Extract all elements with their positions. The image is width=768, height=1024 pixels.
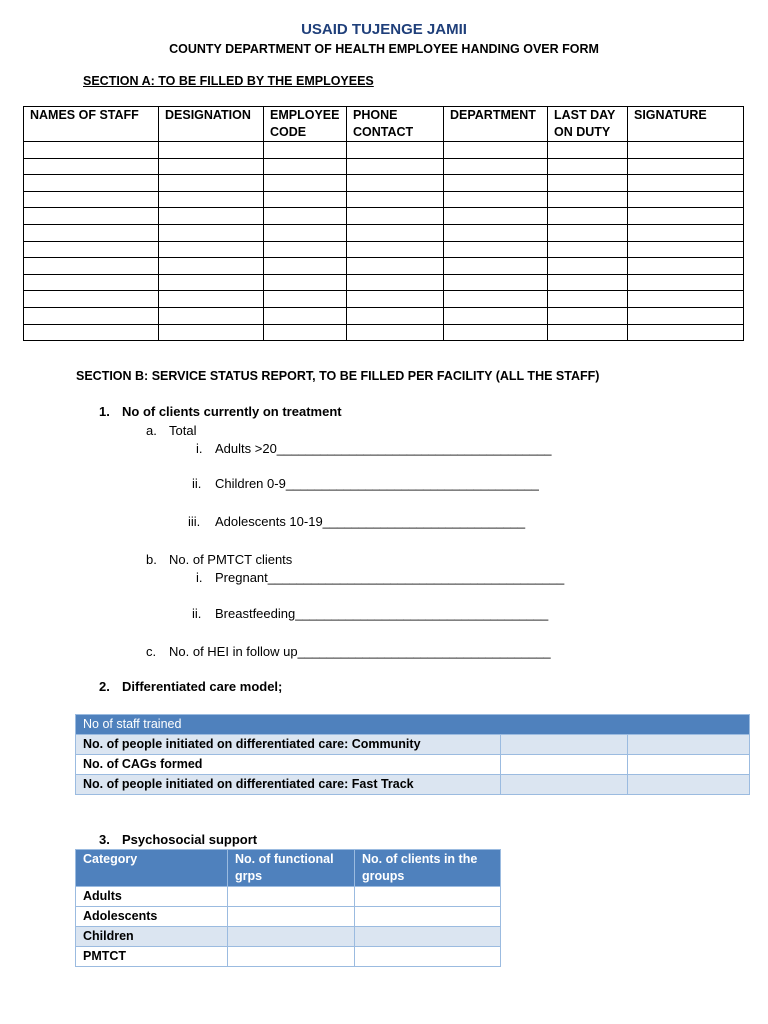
staff-entry-cell[interactable] <box>24 175 159 192</box>
staff-entry-cell[interactable] <box>628 307 744 324</box>
staff-entry-cell[interactable] <box>444 158 548 175</box>
q1-number: 1. <box>99 404 110 419</box>
table-row <box>24 224 744 241</box>
staff-entry-cell[interactable] <box>264 208 347 225</box>
section-a-heading: SECTION A: TO BE FILLED BY THE EMPLOYEES <box>83 74 374 88</box>
q1aiii-marker: iii. <box>188 514 201 529</box>
staff-entry-cell[interactable] <box>347 307 444 324</box>
table-row <box>24 324 744 341</box>
staff-entry-cell[interactable] <box>628 258 744 275</box>
staff-entry-cell[interactable] <box>444 175 548 192</box>
table-row <box>24 158 744 175</box>
staff-entry-cell[interactable] <box>264 224 347 241</box>
org-title: USAID TUJENGE JAMII <box>301 21 467 38</box>
staff-entry-cell[interactable] <box>444 241 548 258</box>
dc-row-fasttrack-label: No. of people initiated on differentiated care: Fast Track <box>76 775 501 795</box>
staff-entry-cell[interactable] <box>548 142 628 159</box>
staff-entry-cell[interactable] <box>24 142 159 159</box>
ps-col-functional-grps: No. of functional grps <box>228 850 355 887</box>
staff-table-header <box>24 107 744 142</box>
staff-entry-cell[interactable] <box>548 175 628 192</box>
q1c-marker: c. <box>146 644 157 659</box>
table-row <box>76 907 501 927</box>
q1-text: No of clients currently on treatment <box>122 404 342 419</box>
ps-row-adolescents-cell-1[interactable] <box>228 907 355 927</box>
staff-entry-cell[interactable] <box>444 274 548 291</box>
staff-entry-cell[interactable] <box>159 324 264 341</box>
col-employee-code: EMPLOYEE CODE <box>264 107 347 142</box>
ps-row-pmtct-label: PMTCT <box>76 947 228 967</box>
table-row <box>24 142 744 159</box>
ps-row-pmtct-cell-2[interactable] <box>355 947 501 967</box>
table-row <box>24 307 744 324</box>
staff-entry-cell[interactable] <box>444 142 548 159</box>
staff-entry-cell[interactable] <box>548 224 628 241</box>
table-row <box>76 887 501 907</box>
ps-row-children-cell-2[interactable] <box>355 927 501 947</box>
staff-entry-cell[interactable] <box>347 241 444 258</box>
ps-row-adults-cell-2[interactable] <box>355 887 501 907</box>
dc-row-community-label: No. of people initiated on differentiated care: Community <box>76 735 501 755</box>
staff-entry-cell[interactable] <box>24 258 159 275</box>
q1bii-marker: ii. <box>192 606 202 621</box>
ps-row-adolescents-label: Adolescents <box>76 907 228 927</box>
staff-entry-cell[interactable] <box>24 158 159 175</box>
staff-entry-cell[interactable] <box>159 142 264 159</box>
ps-row-adults-label: Adults <box>76 887 228 907</box>
staff-entry-cell[interactable] <box>628 175 744 192</box>
table-row <box>24 191 744 208</box>
q1b-marker: b. <box>146 552 157 567</box>
staff-entry-cell[interactable] <box>444 291 548 308</box>
staff-entry-cell[interactable] <box>24 291 159 308</box>
staff-entry-cell[interactable] <box>159 241 264 258</box>
psychosocial-table <box>75 849 501 967</box>
staff-entry-cell[interactable] <box>347 175 444 192</box>
col-names-of-staff: NAMES OF STAFF <box>24 107 159 142</box>
staff-entry-cell[interactable] <box>548 291 628 308</box>
staff-entry-cell[interactable] <box>159 158 264 175</box>
staff-entry-cell[interactable] <box>628 224 744 241</box>
staff-entry-cell[interactable] <box>264 241 347 258</box>
pregnant-field[interactable]: Pregnant_________________________________________ <box>215 570 565 585</box>
staff-entry-cell[interactable] <box>548 158 628 175</box>
ps-row-children-label: Children <box>76 927 228 947</box>
staff-entry-cell[interactable] <box>24 324 159 341</box>
table-row <box>24 208 744 225</box>
q1b-pmtct-label: No. of PMTCT clients <box>169 552 293 567</box>
staff-entry-cell[interactable] <box>628 291 744 308</box>
staff-entry-cell[interactable] <box>628 241 744 258</box>
q1bi-marker: i. <box>196 570 203 585</box>
differentiated-care-table <box>75 714 750 795</box>
col-phone-contact: PHONE CONTACT <box>347 107 444 142</box>
staff-entry-cell[interactable] <box>159 175 264 192</box>
breastfeeding-field[interactable]: Breastfeeding___________________________________ <box>215 606 549 621</box>
dc-row-fasttrack-cell-2[interactable] <box>628 775 750 795</box>
q1a-total-label: Total <box>169 423 197 438</box>
table-row <box>24 175 744 192</box>
staff-entry-cell[interactable] <box>548 258 628 275</box>
staff-entry-cell[interactable] <box>264 175 347 192</box>
ps-row-adults-cell-1[interactable] <box>228 887 355 907</box>
ps-table-header <box>76 850 501 887</box>
table-row <box>24 241 744 258</box>
staff-entry-cell[interactable] <box>628 274 744 291</box>
staff-entry-cell[interactable] <box>347 258 444 275</box>
staff-entry-cell[interactable] <box>628 191 744 208</box>
dc-row-cags-cell-2[interactable] <box>628 755 750 775</box>
children-field[interactable]: Children 0-9___________________________________ <box>215 476 539 491</box>
ps-row-children-cell-1[interactable] <box>228 927 355 947</box>
q1ai-marker: i. <box>196 441 203 456</box>
staff-table <box>23 106 744 341</box>
staff-entry-cell[interactable] <box>347 208 444 225</box>
q1aii-marker: ii. <box>192 476 202 491</box>
staff-entry-cell[interactable] <box>444 224 548 241</box>
staff-entry-cell[interactable] <box>24 241 159 258</box>
adults-field[interactable]: Adults >20______________________________________ <box>215 441 552 456</box>
staff-entry-cell[interactable] <box>264 258 347 275</box>
staff-entry-cell[interactable] <box>628 142 744 159</box>
q3-number: 3. <box>99 832 110 847</box>
ps-row-pmtct-cell-1[interactable] <box>228 947 355 967</box>
staff-entry-cell[interactable] <box>548 307 628 324</box>
q3-text: Psychosocial support <box>122 832 258 847</box>
dc-row-cags-label: No. of CAGs formed <box>76 755 501 775</box>
q2-text: Differentiated care model; <box>122 679 283 694</box>
staff-entry-cell[interactable] <box>444 258 548 275</box>
staff-entry-cell[interactable] <box>347 142 444 159</box>
form-title: COUNTY DEPARTMENT OF HEALTH EMPLOYEE HANDING OVER FORM <box>169 42 599 56</box>
staff-entry-cell[interactable] <box>159 258 264 275</box>
staff-entry-cell[interactable] <box>24 274 159 291</box>
staff-entry-cell[interactable] <box>24 224 159 241</box>
staff-entry-cell[interactable] <box>347 224 444 241</box>
table-row <box>76 947 501 967</box>
q2-number: 2. <box>99 679 110 694</box>
ps-col-category: Category <box>76 850 228 887</box>
dc-row-community-cell-1[interactable] <box>501 735 628 755</box>
dc-row-fasttrack-cell-1[interactable] <box>501 775 628 795</box>
section-b-heading: SECTION B: SERVICE STATUS REPORT, TO BE FILLED PER FACILITY (ALL THE STAFF) <box>76 369 600 383</box>
staff-entry-cell[interactable] <box>548 241 628 258</box>
staff-entry-cell[interactable] <box>347 191 444 208</box>
staff-entry-cell[interactable] <box>264 274 347 291</box>
staff-entry-cell[interactable] <box>347 158 444 175</box>
staff-entry-cell[interactable] <box>548 191 628 208</box>
staff-entry-cell[interactable] <box>347 274 444 291</box>
table-row <box>76 735 750 755</box>
ps-col-clients-in-groups: No. of clients in the groups <box>355 850 501 887</box>
dc-row-cags-cell-1[interactable] <box>501 755 628 775</box>
staff-entry-cell[interactable] <box>444 324 548 341</box>
dc-row-community-cell-2[interactable] <box>628 735 750 755</box>
col-department: DEPARTMENT <box>444 107 548 142</box>
staff-entry-cell[interactable] <box>159 191 264 208</box>
staff-entry-cell[interactable] <box>264 142 347 159</box>
staff-entry-cell[interactable] <box>548 324 628 341</box>
staff-entry-cell[interactable] <box>444 307 548 324</box>
staff-entry-cell[interactable] <box>444 191 548 208</box>
staff-entry-cell[interactable] <box>264 291 347 308</box>
q1a-marker: a. <box>146 423 157 438</box>
staff-entry-cell[interactable] <box>24 307 159 324</box>
staff-entry-cell[interactable] <box>628 324 744 341</box>
table-row <box>76 927 501 947</box>
staff-entry-cell[interactable] <box>264 324 347 341</box>
table-row <box>24 274 744 291</box>
table-row <box>24 291 744 308</box>
ps-row-adolescents-cell-2[interactable] <box>355 907 501 927</box>
col-signature: SIGNATURE <box>628 107 744 142</box>
staff-entry-cell[interactable] <box>628 158 744 175</box>
col-designation: DESIGNATION <box>159 107 264 142</box>
staff-entry-cell[interactable] <box>264 307 347 324</box>
staff-entry-cell[interactable] <box>548 274 628 291</box>
adolescents-field[interactable]: Adolescents 10-19____________________________ <box>215 514 526 529</box>
table-row <box>24 258 744 275</box>
staff-entry-cell[interactable] <box>159 307 264 324</box>
staff-entry-cell[interactable] <box>24 191 159 208</box>
staff-entry-cell[interactable] <box>159 291 264 308</box>
table-row <box>76 755 750 775</box>
staff-entry-cell[interactable] <box>264 158 347 175</box>
table-row <box>76 775 750 795</box>
hei-field[interactable]: No. of HEI in follow up___________________________________ <box>169 644 551 659</box>
staff-entry-cell[interactable] <box>444 208 548 225</box>
staff-entry-cell[interactable] <box>628 208 744 225</box>
staff-entry-cell[interactable] <box>347 324 444 341</box>
dc-table-header: No of staff trained <box>76 715 750 735</box>
col-last-day-on-duty: LAST DAY ON DUTY <box>548 107 628 142</box>
staff-entry-cell[interactable] <box>159 208 264 225</box>
staff-entry-cell[interactable] <box>548 208 628 225</box>
staff-entry-cell[interactable] <box>264 191 347 208</box>
staff-entry-cell[interactable] <box>24 208 159 225</box>
staff-entry-cell[interactable] <box>347 291 444 308</box>
staff-entry-cell[interactable] <box>159 224 264 241</box>
staff-entry-cell[interactable] <box>159 274 264 291</box>
